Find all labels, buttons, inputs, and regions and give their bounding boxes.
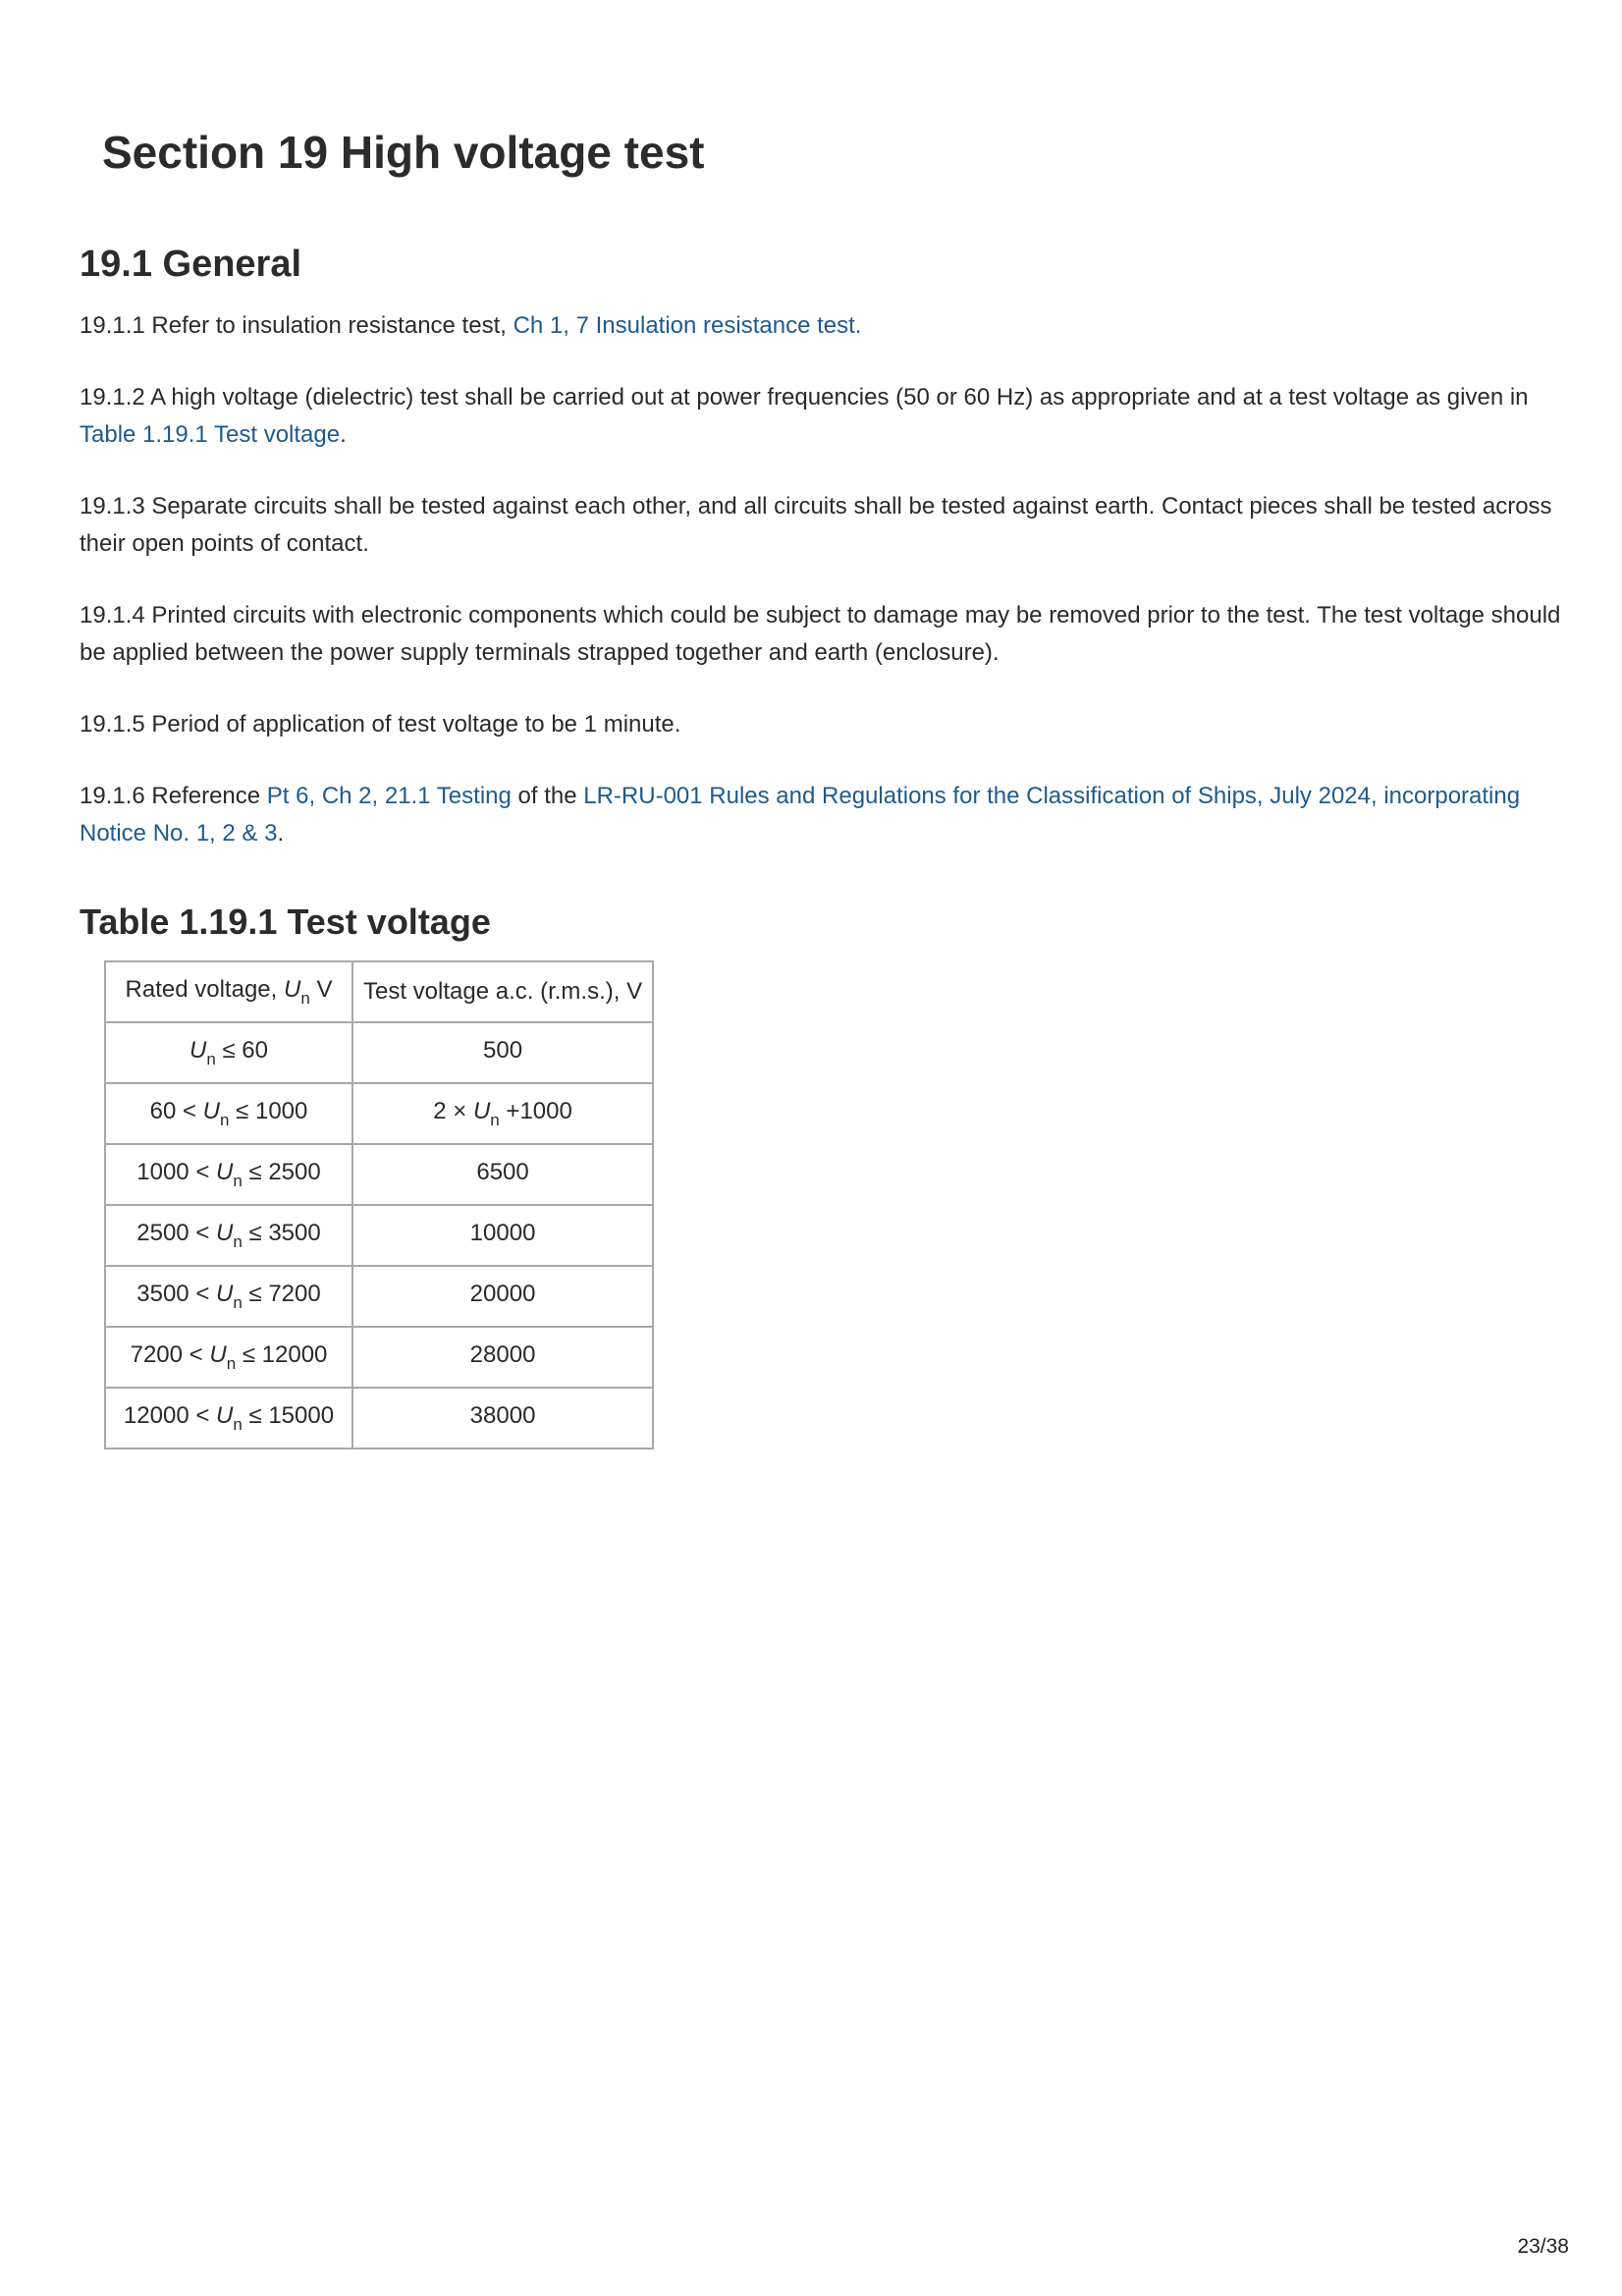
table-body	[105, 1022, 653, 1449]
cell-rated-voltage: $3500 < U_n \le 7200$	[105, 1266, 352, 1327]
table-row	[105, 1205, 653, 1266]
table-header-row	[105, 961, 653, 1022]
paragraph-text: 19.1.2 A high voltage (dielectric) test shall be carried out at power frequencies (50 or 60 Hz) as appropriate and at a test voltage as given in	[80, 384, 1529, 410]
cell-test-voltage: 28000	[352, 1327, 653, 1388]
document-content	[80, 244, 1562, 1449]
page-number: 23/38	[1517, 2235, 1569, 2258]
paragraph-tail: .	[277, 820, 285, 847]
cell-rated-voltage: $2500 < U_n \le 3500$	[105, 1205, 352, 1266]
header-rated-voltage: Rated voltage, $U_n$ V	[105, 961, 352, 1022]
table-row	[105, 1022, 653, 1083]
table-row	[105, 1388, 653, 1449]
table-row	[105, 1144, 653, 1205]
link-lr-ru-001-rules[interactable]: LR-RU-001 Rules and Regulations for the Classification of Ships, July 2024, incorporating Notice No. 1, 2 & 3	[80, 783, 1521, 847]
section-title: Section 19 High voltage test	[102, 127, 705, 178]
paragraph-19-1-1	[80, 307, 1562, 345]
link-table-test-voltage[interactable]: Table 1.19.1 Test voltage	[80, 421, 341, 448]
paragraph-text: 19.1.1 Refer to insulation resistance test,	[80, 312, 514, 339]
cell-rated-voltage: $U_n \le 60$	[105, 1022, 352, 1083]
header-test-voltage: Test voltage a.c. (r.m.s.), V	[352, 961, 653, 1022]
paragraph-19-1-4: 19.1.4 Printed circuits with electronic components which could be subject to damage may be removed prior to the test. The test voltage should be applied between the power supply terminals strapped together and earth (enclosure).	[80, 602, 1561, 666]
cell-test-voltage: 10000	[352, 1205, 653, 1266]
cell-rated-voltage: $1000 < U_n \le 2500$	[105, 1144, 352, 1205]
table-row	[105, 1266, 653, 1327]
paragraph-tail: .	[340, 421, 347, 448]
cell-test-voltage: 6500	[352, 1144, 653, 1205]
cell-rated-voltage: $60 < U_n \le 1000$	[105, 1083, 352, 1144]
paragraph-19-1-2	[80, 379, 1562, 454]
subsection-title-general: 19.1 General	[80, 244, 302, 285]
link-pt6-ch2-testing[interactable]: Pt 6, Ch 2, 21.1 Testing	[266, 783, 512, 809]
cell-test-voltage: 500	[352, 1022, 653, 1083]
cell-test-voltage: 20000	[352, 1266, 653, 1327]
table-title: Table 1.19.1 Test voltage	[80, 902, 491, 942]
cell-rated-voltage: $7200 < U_n \le 12000$	[105, 1327, 352, 1388]
test-voltage-table	[104, 960, 654, 1449]
paragraph-19-1-5: 19.1.5 Period of application of test voltage to be 1 minute.	[80, 711, 681, 738]
cell-test-voltage: $2 \times U_n +1000$	[352, 1083, 653, 1144]
cell-rated-voltage: $12000 < U_n \le 15000$	[105, 1388, 352, 1449]
table-row	[105, 1083, 653, 1144]
table-row	[105, 1327, 653, 1388]
cell-test-voltage: 38000	[352, 1388, 653, 1449]
link-insulation-resistance-test[interactable]: Ch 1, 7 Insulation resistance test.	[513, 312, 862, 339]
paragraph-19-1-6	[80, 778, 1562, 852]
paragraph-middle: of the	[511, 783, 584, 809]
paragraph-text: 19.1.6 Reference	[80, 783, 267, 809]
paragraph-19-1-3: 19.1.3 Separate circuits shall be tested against each other, and all circuits shall be tested against earth. Contact pieces shall be tested across their open points of contact.	[80, 493, 1552, 557]
